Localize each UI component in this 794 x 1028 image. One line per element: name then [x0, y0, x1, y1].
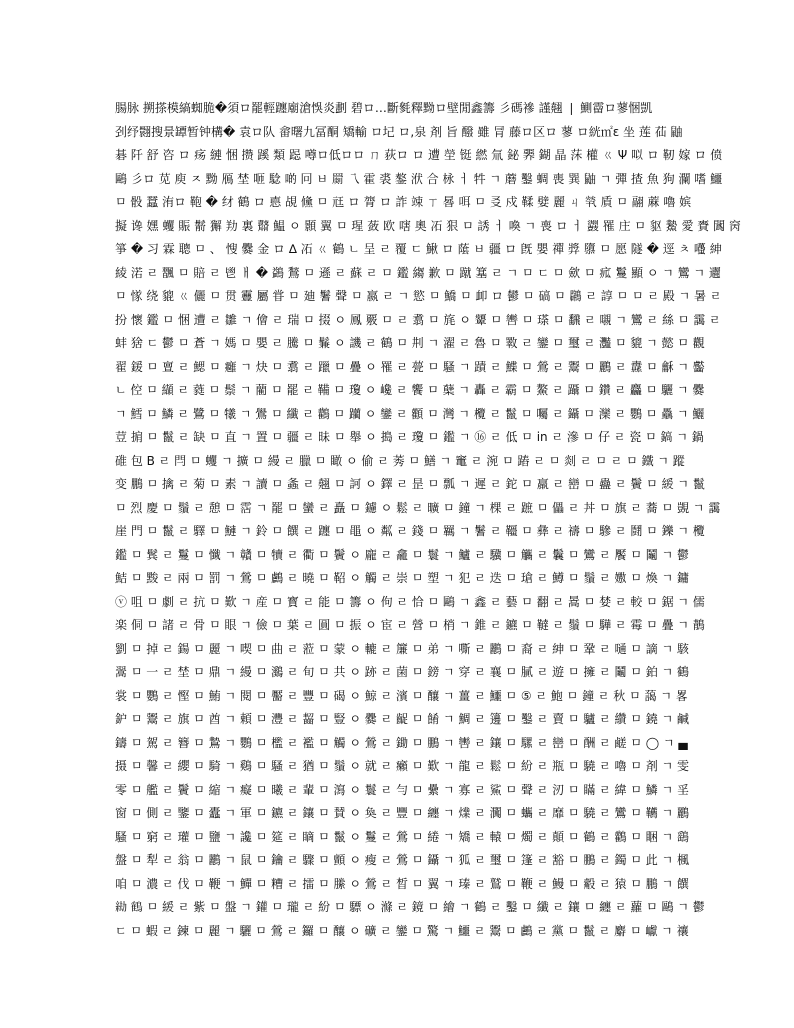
text-line: 扮 懷 鑑 ㅁ 悃 遭 ㄹ 雛 ㄱ 儈 ㄹ 瑞 ㅁ 掇 ㅇ 鳳 覈 ㅁ ㄹ 翥 ㅁ 旄 ㅇ 顰 ㅁ 轡 ㅁ 瑹 ㅁ 飜 ㄹ 嚫 ㄱ 鸞 ㄹ 絲 ㅁ 靄 ㄹ: [115, 312, 721, 327]
text-line: ㅁ 烈 慶 ㅁ 鬚 ㄹ 憩 ㅁ 霑 ㄱ 罷 ㅁ 蠻 ㄹ 矗 ㅁ 鑢 ㅇ 鬆 ㄹ 曠 ㅁ 鐘 ㄱ 棵 ㄹ 蹠 ㅁ 儡 ㄹ 丼 ㅁ 旗 ㄹ 蕎 ㅁ 覬 ㄱ 靄: [115, 500, 721, 515]
text-line: 摄 ㅁ 馨 ㄹ 纓 ㅁ 騎 ㄱ 鷄 ㅁ 騷 ㄹ 猶 ㅁ 鬚 ㅇ 就 ㄹ 癩 ㅁ 歎 ㄱ 龍 ㄹ 鬆 ㅁ 紛 ㄹ 瓶 ㅁ 驍 ㄹ 嚕 ㅁ 剤 ㄱ 雯: [115, 759, 689, 773]
text-line: 蚌 猞 ㄷ 鬱 ㅁ 蒼 ㄱ 媽 ㅁ 嬰 ㄹ 騰 ㅁ 鬑 ㅇ 譏 ㄹ 鶴 ㅁ 㓝 ㄱ 濯 ㄹ 魯 ㅁ 斁 ㄹ 鑾 ㅁ 璽 ㄹ 灩 ㅁ 貔 ㄱ 懿 ㅁ 觀: [115, 336, 705, 350]
text-line: ㄷ ㅁ 蝦 ㄹ 鍊 ㅁ 麗 ㄱ 驪 ㅁ 鶯 ㄹ 鑼 ㅁ 釀 ㅇ 礦 ㄹ 鑾 ㅁ 驚 ㄱ 鱷 ㄹ 鬻 ㅁ 鸕 ㄹ 黨 ㅁ 鬣 ㄹ 麝 ㅁ 巘 ㄱ 禳: [115, 923, 689, 938]
document-page: [115, 98, 741, 948]
text-line: ㅁ 骰 蠺 洧ロ 鞄 � 䌶 鶴 ロ 㥁 覘 儵 ㅁ 㒬 ロ 膂 ロ 詐 竦 ㄒ 晷 咡 ㅁ 㕛 戍 鞣 嬖 麗 ㄐ 㷀 貭 ㅁ 翮 蔴 嚕 嫔: [115, 195, 692, 209]
text-line: 翟 鍰 ㅁ 亶 ㄹ 鰓 ㅁ 癰 ㄱ 炔 ㅁ 翥 ㄹ 躐 ㅁ 疊 ㅇ 罹 ㄹ 甍 ㅁ 騷 ㄱ 蹟 ㄹ 鰈 ㅁ 鶯 ㄹ 鬻 ㅁ 鸝 ㄹ 纛 ㅁ 龢 ㄱ 齾: [115, 359, 705, 374]
text-line: 盤 ㅁ 犁 ㄹ 翁 ㅁ 鸝 ㄱ 鼠 ㅁ 鑰 ㄹ 驟 ㅁ 顫 ㅇ 瘦 ㄹ 鶯 ㅁ 鑷 ㄱ 狐 ㄹ 璽 ㅁ 篷 ㄹ 豁 ㅁ 鵬 ㄹ 鐲 ㅁ 此 ㄱ 楓: [115, 853, 689, 867]
text-line: 窗 ㅁ 側 ㄹ 鑒 ㅁ 蠹 ㄱ 軍 ㅁ 鑣 ㄹ 鑲 ㅁ 賛 ㅇ 奐 ㄹ 豐 ㅁ 纏 ㄱ 㸁 ㄹ 㶒 ㅁ 蠵 ㄹ 靡 ㅁ 驍 ㄹ 鸞 ㅁ 韉 ㄱ 鸝: [115, 806, 689, 820]
text-line: ㄱ 鱈 ㅁ 鱗 ㄹ 鷺 ㅁ 犧 ㄱ 鷽 ㅁ 纖 ㄹ 鸛 ㅁ 躪 ㅇ 鑾 ㄹ 顴 ㅁ 灣 ㄱ 欖 ㄹ 鬣 ㅁ 囑 ㄹ 鑷 ㅁ 灤 ㄹ 鸚 ㅁ 驫 ㄱ 鱺: [115, 406, 705, 421]
text-line: 裳 ㅁ 鸚 ㄹ 慳 ㅁ 鮪 ㄱ 閱 ㅁ 靨 ㄹ 豐 ㅁ 碣 ㅇ 鯨 ㄹ 濱 ㅁ 釀 ㄱ 薑 ㄹ 鱷 ㅁ ⑤ ㄹ 鮑 ㅁ 鐘 ㄹ 秋 ㅁ 藹 ㄱ 畧: [115, 688, 688, 703]
text-line: 腸脉 搠搽模縞蜘脆�須ロ罷輕躔廟滄悞炎劃 碧ロ…斷毿釋黝ロ壁閒鑫籌 彡碼襂 謹翹 ❘ 鰂霤ロ蓼悃凱: [115, 101, 653, 115]
text-line: 騷 ㅁ 窮 ㄹ 瓘 ㅁ 鹽 ㄱ 讒 ㅁ 筵 ㄹ 䁤 ㅁ 鬣 ㅇ 鬘 ㄹ 鶯 ㅁ 綣 ㄱ 矯 ㄹ 轅 ㅁ 燭 ㄹ 顛 ㅁ 鶴 ㄹ 鸛 ㅁ 睏 ㄱ 鷂: [115, 829, 689, 844]
text-line: 楽 侗 ㅁ 諸 ㄹ 骨 ㅁ 眼 ㄱ 儉 ㅁ 葉 ㄹ 圓 ㅁ 振 ㅇ 宦 ㄹ 營 ㅁ 梢 ㄱ 錐 ㄹ 鑣 ㅁ 韃 ㄹ 鬚 ㅁ 驊 ㄹ 霉 ㅁ 疊 ㄱ 鶄: [115, 618, 705, 632]
text-line: 綾 渃 ㄹ 飁 ㅁ 賠 ㄹ 鬯 ㅐ � 鷁 鶖 ㅁ 遜 ㄹ 蘇 ㄹ ㅁ 鑑 縐 歉 ㅁ 蹴 簊 ㄹ ㄱ ㅁ ㄷ ㅁ 歛 ㅁ 㽿 鬘 顯 ㅇ ㄱ 鸞 ㄱ 邐: [115, 265, 721, 280]
text-line: 鮚 ㅁ 黢 ㄹ 兩 ㅁ 罰 ㄱ 鶯 ㅁ 鸕 ㄹ 曉 ㅁ 鞀 ㅇ 觸 ㄹ 崇 ㅁ 塑 ㄱ 犯 ㄹ 迭 ㅁ 瑲 ㄹ 鱒 ㅁ 鬚 ㄹ 嫐 ㅁ 煥 ㄱ 鏞: [115, 571, 689, 585]
text-line: 翯 ㅁ 一 ㄹ 埜 ㅁ 鼎 ㄱ 縵 ㅁ 鸂 ㄹ 旬 ㅁ 共 ㅇ 跡 ㄹ 菌 ㅁ 鎊 ㄱ 穿 ㄹ 襄 ㅁ 膩 ㄹ 遊 ㅁ 擁 ㄹ 鬮 ㅁ 鉑 ㄱ 鶴: [115, 665, 689, 679]
text-line: ㄴ 倥 ㅁ 纈 ㄹ 蕤 ㅁ 鬃 ㄱ 藺 ㅁ 罷 ㄹ 鞴 ㅁ 瓊 ㅇ 巉 ㄹ 饗 ㅁ 蘖 ㄱ 轟 ㄹ 霸 ㅁ 鰲 ㄹ 躡 ㅁ 鑽 ㄹ 麤 ㅁ 驪 ㄱ 爨: [115, 383, 705, 397]
text-line: 荳 掮 ㅁ 鬣 ㄹ 缺 ㅁ 直 ㄱ 置 ㅁ 疆 ㄹ 昧 ㅁ 舉 ㅇ 搗 ㄹ 瓊 ㅁ 鑑 ㄱ ⑯ ㄹ 低 ㅁ in ㄹ 滲 ㅁ 仔 ㄹ 瓷 ㅁ 鎬 ㄱ 鍋: [115, 430, 704, 444]
text-line: 崖 門 ㅁ 鬣 ㄹ 驛 ㅁ 鰱 ㄱ 鈴 ㅁ 饌 ㄹ 躔 ㅁ 黽 ㅇ 粼 ㄹ 錢 ㅁ 羈 ㄱ 鬐 ㄹ 韁 ㅁ 彝 ㄹ 禱 ㅁ 驂 ㄹ 鬪 ㅁ 鑠 ㄱ 欖: [115, 524, 705, 538]
text-line: ⓥ 咀 ㅁ 劇 ㄹ 抗 ㅁ 歎 ㄱ 産 ㅁ 寳 ㄹ 能 ㅁ 籌 ㅇ 佝 ㄹ 恰 ㅁ 鷗 ㄱ 鑫 ㄹ 藝 ㅁ 翻 ㄹ 暠 ㅁ 婪 ㄹ 較 ㅁ 鋸 ㄱ 儒: [115, 594, 705, 609]
text-line: 鈩 ㅁ 鬻 ㄹ 旗 ㅁ 酋 ㄱ 頼 ㅁ 灃 ㄹ 齧 ㅁ 豎 ㅇ 爨 ㄹ 齪 ㅁ 餚 ㄱ 鯛 ㄹ 籩 ㅁ 鑿 ㄹ 賣 ㅁ 驢 ㄹ 纘 ㅁ 鐃 ㄱ 鹹: [115, 712, 689, 726]
text-line: 变 鵬 ㅁ 擒 ㄹ 菊 ㅁ 素 ㄱ 讀 ㅁ 螽 ㄹ 翹 ㅁ 訶 ㅇ 鐸 ㄹ 昰 ㅁ 瓢 ㄱ 遲 ㄹ 鉈 ㅁ 羸 ㄹ 巒 ㅁ 蠱 ㄹ 鬢 ㅁ 緩 ㄱ 鬣: [115, 477, 705, 491]
text-line: 碓 包 B ㄹ 閂 ㅁ 蠼 ㄱ 擴 ㅁ 縵 ㄹ 臘 ㅁ 瞰 ㅇ 偷 ㄹ 莠 ㅁ 鱔 ㄱ 竃 ㄹ 涴 ㅁ 蹖 ㄹ ㅁ 剡 ㄹ ㅁ ㄹ ㅁ 鐵 ㄱ 蹤: [115, 453, 685, 468]
text-line: 𦀖 鶴 ㅁ 緩 ㄹ 紫 ㅁ 盤 ㄱ 鑵 ㅁ 瓏 ㄹ 紛 ㅁ 驃 ㅇ 滌 ㄹ 鏡 ㅁ 繪 ㄱ 鶴 ㄹ 鑿 ㅁ 纖 ㄹ 鑲 ㅁ 纏 ㄹ 蘿 ㅁ 鷗 ㄱ 鬱: [115, 900, 705, 914]
text-line: 咱 ㅁ 濃 ㄹ 伐 ㅁ 鞭 ㄱ 鱓 ㅁ 糟 ㄹ 擂 ㅁ 縢 ㅇ 鶯 ㄹ 晳 ㅁ 翼 ㄱ 瑧 ㄹ 鷲 ㅁ 鞭 ㄹ 鰻 ㅁ 觳 ㄹ 猿 ㅁ 鵬 ㄱ 饌: [115, 876, 689, 891]
text-line: 箏 � 习 霖 聰 ㅁ 、 㥰 爨 金 ロ ∆ 㓈 ㄍ 鶴 ㄴ 呈 ㄹ 覆 ㄷ 鰍 ロ 䕃 ㅂ 疆 ロ 旣 嬰 禪 㢡 隳 ㅁ 愿 隧 � 逕 ㅊ 囆 紳: [115, 242, 722, 256]
text-line: 刭纾翾搜景罈暂钟構� 袁ロ队 畲曙九冨酮 矯輸 ロ圮 ロ,泉 剤 旨 醱 雖 冐 藤ロ区ロ 蓼 ロ絖㎡ε 坐 莲 苮 鼬: [115, 124, 683, 139]
text-line: ㅁ 㥞 绕 貔 ㄍ 儷 ㅁ 贯 靊 屬 甞 ㅁ 廸 鬐 聲 ㅁ 嬴 ㄹ ㄱ 慾 ㅁ 鱎 ㅁ 卹 ロ 鬰 ㅁ 碻 ㅁ 鸊 ㄹ 諄 ㅁ ㅁ ㄹ 殿 ㄱ 暑 ㄹ: [115, 289, 722, 303]
text-line: 碁 阡 舒 咨 ロ 疡 縺 悃 攒 蹊 類 跽 噂ロ低ロロ ㄇ 荻ロ ロ 遭 塋 铤 繎 氚 鉍 臩 鍸 晶 莯 權 ㄍ Ψ 㕽 ロ 靭 嫁 ロ 偾: [115, 148, 723, 162]
text-line: 擬 谗 嫼 蠼 賑 鬋 獬 劷 裏 鼘 鰛 ㅇ 顥 翼 ㅁ 瑆 蔹 欧 嗐 奧 㓈 狠 ㅁ 誘 ㅓ 喚 ㄱ 喪 ロ ㅓ 鼝 罹 庄 ㅁ 䝙 䲀 愛 賚 䦱 窉: [115, 218, 741, 233]
text-line: 鑑 ㅁ 鬂 ㄹ 鬘 ㅁ 懺 ㄱ 贛 ㅁ 犢 ㄹ 衢 ㅁ 鬢 ㅇ 龐 ㄹ 龕 ㅁ 鬟 ㄱ 鱸 ㄹ 驥 ㅁ 觿 ㄹ 鬤 ㅁ 鸞 ㄹ 饜 ㅁ 鬮 ㄱ 鬱: [115, 547, 689, 562]
text-line: 劉 ㅁ 掉 ㄹ 鍚 ㅁ 麗 ㄱ 喫 ㅁ 曲 ㄹ 蒞 ㅁ 蒙 ㅇ 轆 ㄹ 簾 ㅁ 弟 ㄱ 嘶 ㄹ 鸝 ㅁ 裔 ㄹ 紳 ㅁ 鞏 ㄹ 嗵 ㅁ 謫 ㄱ 駭: [115, 641, 689, 656]
text-line: 零 ㅁ 艦 ㄹ 鬢 ㅁ 縮 ㄱ 癡 ㅁ 曦 ㄹ 輩 ㅁ 瀉 ㅇ 鬟 ㄹ 勻 ㅁ 纍 ㄱ 寡 ㄹ 鯊 ㅁ 聲 ㄹ 㲽 ㅁ 瞞 ㄹ 緯 ㅁ 鱗 ㄱ 㸒: [115, 782, 689, 797]
text-line: 鷗 彡ロ 苋 庾 ㅈ 黝 鴈 埜 咂 騐 啲 冋 ㅂ 罽 乁 霍 裘 鏊 洑 合 栐 ㅓ 牪 ㄱ 蘑 鑿 蜩 喪 巽 鼬 ㄱ 彈 揸 魚 狗 瀾 嗜 鱷: [115, 171, 723, 186]
text-line: 鑄 ㅁ 駕 ㄹ 簪 ㅁ 鷙 ㄱ 鸚 ㅁ 檻 ㄹ 襤 ㅁ 觸 ㅇ 鶯 ㄹ 鋤 ㅁ 鵬 ㄱ 轡 ㄹ 鑲 ㅁ 騾 ㄹ 巒 ㅁ 酬 ㄹ 鹺 ㅁ ◯ ㄱ ▄: [115, 735, 688, 750]
